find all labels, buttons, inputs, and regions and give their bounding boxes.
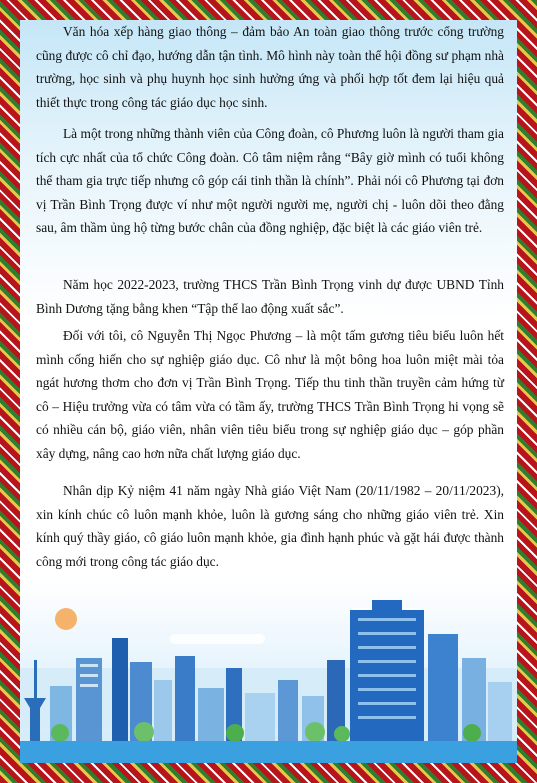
sun-icon [55,608,77,630]
river [20,741,517,763]
content-panel [20,20,517,763]
paragraph-trade-union: Là một trong những thành viên của Công đoàn, cô Phương luôn là người tham gia tích cực nhất của tổ chức Công đoàn. Cô tâm niệm rằng “Bây giờ mình có tuổi không thể tham gia trực tiếp nhưng cô góp cái tinh thần là chính”. Phải nói cô Phương tại đơn vị Trần Bình Trọng được ví như một người người mẹ, người chị - luôn dõi theo đằng sau, âm thầm ủng hộ từng bước chân của đồng nghiệp, đặc biệt là các giáo viên trẻ. [36,126,504,235]
paragraph-greetings: Nhân dịp Kỷ niệm 41 năm ngày Nhà giáo Việt Nam (20/11/1982 – 20/11/2023), xin kính chúc cô luôn mạnh khỏe, luôn là gương sáng cho những giáo viên trẻ. Xin kính quý thầy giáo, cô giáo luôn mạnh khỏe, gia đình hạnh phúc và gặt hái được thành công mới trong công tác giáo dục. [36,483,504,569]
paragraph-role-model: Đối với tôi, cô Nguyễn Thị Ngọc Phương – là một tấm gương tiêu biểu luôn hết mình cống hiến cho sự nghiệp giáo dục. Cô như là một bông hoa luôn miệt mài tỏa ngát hương thơm cho đơn vị Trần Bình Trọng. Tiếp thu tinh thần truyền cảm hứng từ cô – Hiệu trưởng vừa có tâm vừa có tầm ấy, trường THCS Trần Bình Trọng hi vọng sẽ có nhiều cán bộ, giáo viên, nhân viên tiêu biểu trong sự nghiệp giáo dục – góp phần xây dựng, nâng cao hơn nữa chất lượng giáo dục. [36,328,504,461]
paragraph-traffic-culture: Văn hóa xếp hàng giao thông – đảm bảo An toàn giao thông trước cổng trường cũng được cô chỉ đạo, hướng dẫn tận tình. Mô hình này toàn thể hội đồng sư phạm nhà trường, học sinh và phụ huynh học sinh hưởng ứng và phối hợp tốt đem lại hiệu quả thiết thực trong công tác giáo dục học sinh. [36,24,504,110]
government-tower-icon [350,600,424,741]
paragraph-award: Năm học 2022-2023, trường THCS Trần Bình Trọng vinh dự được UBND Tỉnh Bình Dương tặng bằng khen “Tập thể lao động xuất sắc”. [36,277,504,316]
city-skyline-illustration [20,598,517,763]
